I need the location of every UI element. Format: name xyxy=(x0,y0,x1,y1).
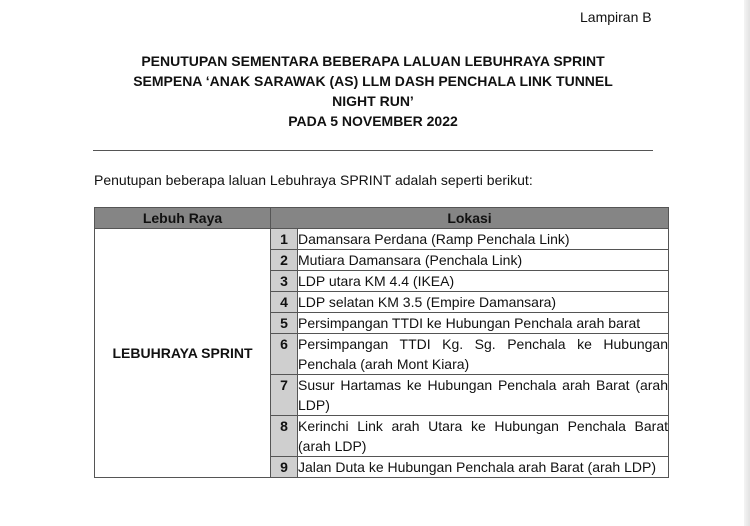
row-number: 5 xyxy=(271,313,298,334)
row-number: 3 xyxy=(271,271,298,292)
location-cell: Susur Hartamas ke Hubungan Penchala arah Barat (arah LDP) xyxy=(298,375,669,416)
location-cell: Persimpangan TTDI ke Hubungan Penchala arah barat xyxy=(298,313,669,334)
row-number: 8 xyxy=(271,416,298,457)
page-edge-shadow xyxy=(744,0,750,526)
title-line-3: NIGHT RUN’ xyxy=(332,93,414,109)
attachment-label: Lampiran B xyxy=(580,9,652,25)
row-number: 9 xyxy=(271,457,298,478)
row-number: 7 xyxy=(271,375,298,416)
location-cell: Kerinchi Link arah Utara ke Hubungan Penchala Barat (arah LDP) xyxy=(298,416,669,457)
header-highway: Lebuh Raya xyxy=(95,208,271,229)
row-number: 6 xyxy=(271,334,298,375)
document-title xyxy=(80,51,666,131)
row-number: 4 xyxy=(271,292,298,313)
title-line-4: PADA 5 NOVEMBER 2022 xyxy=(288,113,458,129)
table-header-row xyxy=(95,208,669,229)
road-closure-table xyxy=(94,207,669,478)
location-cell: Damansara Perdana (Ramp Penchala Link) xyxy=(298,229,669,250)
location-cell: LDP utara KM 4.4 (IKEA) xyxy=(298,271,669,292)
location-cell: Persimpangan TTDI Kg. Sg. Penchala ke Hubungan Penchala (arah Mont Kiara) xyxy=(298,334,669,375)
intro-paragraph: Penutupan beberapa laluan Lebuhraya SPRINT adalah seperti berikut: xyxy=(94,172,533,188)
location-cell: Mutiara Damansara (Penchala Link) xyxy=(298,250,669,271)
table-row xyxy=(95,229,669,250)
header-location: Lokasi xyxy=(271,208,669,229)
location-cell: Jalan Duta ke Hubungan Penchala arah Barat (arah LDP) xyxy=(298,457,669,478)
title-divider xyxy=(93,150,653,151)
title-line-2: SEMPENA ‘ANAK SARAWAK (AS) LLM DASH PENCHALA LINK TUNNEL xyxy=(133,73,613,89)
title-line-1: PENUTUPAN SEMENTARA BEBERAPA LALUAN LEBUHRAYA SPRINT xyxy=(141,53,605,69)
row-number: 2 xyxy=(271,250,298,271)
location-cell: LDP selatan KM 3.5 (Empire Damansara) xyxy=(298,292,669,313)
highway-name-cell: LEBUHRAYA SPRINT xyxy=(95,229,271,478)
row-number: 1 xyxy=(271,229,298,250)
